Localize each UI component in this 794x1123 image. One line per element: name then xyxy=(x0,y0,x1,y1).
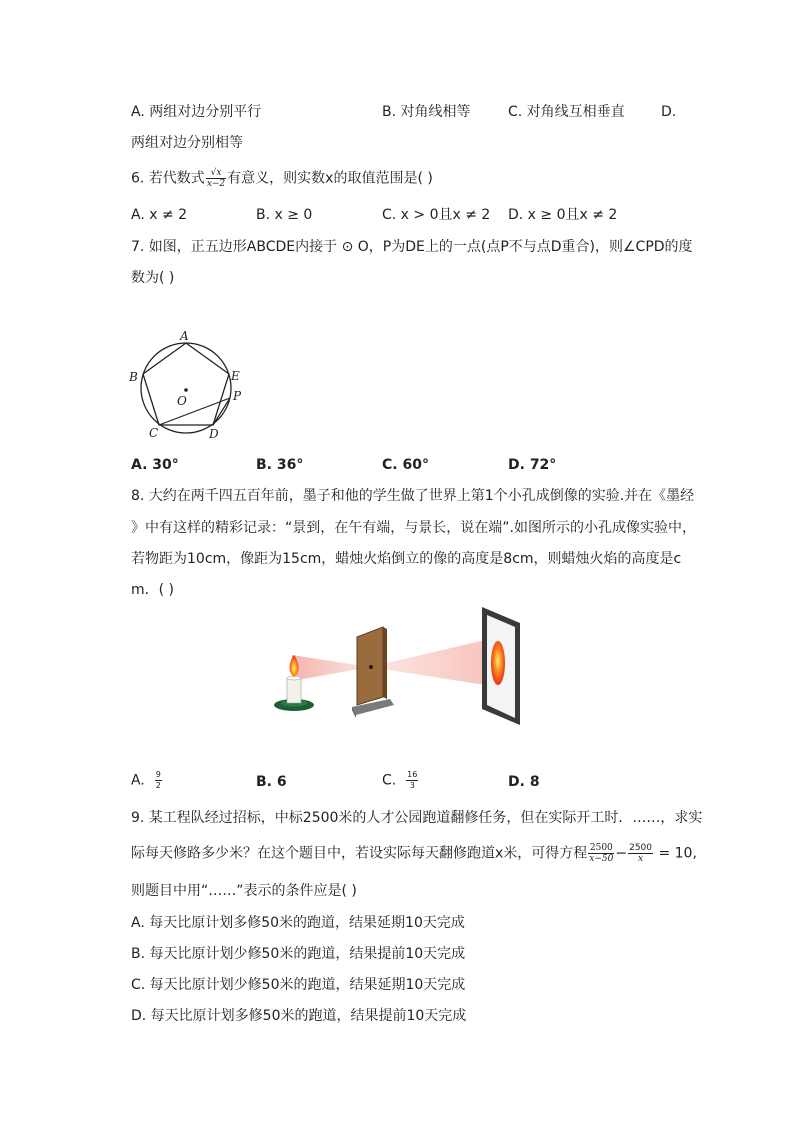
q6-frac-num: √x xyxy=(206,168,226,179)
q6-option-d: D. x ≥ 0且x ≠ 2 xyxy=(508,207,618,223)
q5-option-d-text: 两组对边分别相等 xyxy=(131,135,243,151)
q7-pentagon-figure xyxy=(125,330,250,442)
q9-option-b: B. 每天比原计划少修50米的跑道，结果提前10天完成 xyxy=(131,946,466,962)
q5-option-c: C. 对角线互相垂直 xyxy=(508,104,625,120)
q9-stem-line1: 9. 某工程队经过招标，中标2500米的人才公园跑道翻修任务，但在实际开工时．……，求实 xyxy=(131,810,703,826)
q8-option-c-frac xyxy=(406,770,418,791)
label-c: C xyxy=(149,426,159,440)
q9-eq-den2: x xyxy=(638,854,644,864)
pinhole xyxy=(369,665,373,669)
circle-o xyxy=(141,343,231,433)
q8-option-a-letter: A. xyxy=(131,772,145,789)
center-dot xyxy=(184,388,188,392)
q6-prefix: 6. 若代数式 xyxy=(131,170,205,187)
q9-eq-num1: 2500 xyxy=(589,843,613,853)
q9-eq-frac2 xyxy=(628,843,653,864)
q5-option-a: A. 两组对边分别平行 xyxy=(131,104,262,120)
q9-stem-line2 xyxy=(131,843,697,864)
q9-eq-rhs: = 10, xyxy=(658,845,697,862)
q8-option-a-frac xyxy=(155,770,162,791)
candle xyxy=(287,678,301,703)
q8-a-den: 2 xyxy=(155,781,161,790)
q9-eq-num2: 2500 xyxy=(629,843,653,853)
pinhole-camera-figure xyxy=(270,605,525,730)
q9-eq-den1: x−50 xyxy=(589,854,614,864)
q6-frac-den: x−2 xyxy=(206,179,226,189)
q7-option-b: B. 36° xyxy=(256,457,304,473)
q8-option-c xyxy=(382,770,419,791)
q5-option-d-letter: D. xyxy=(661,104,677,120)
q9-line2-prefix: 际每天修路多少米？在这个题目中，若设实际每天翻修跑道x米，可得方程 xyxy=(131,845,588,862)
q8-option-c-letter: C. xyxy=(382,772,397,789)
q6-fraction xyxy=(206,168,226,189)
q8-stem-line4: m．( ) xyxy=(131,582,175,598)
projected-image xyxy=(491,641,505,685)
label-a: A xyxy=(180,330,189,343)
q9-option-a: A. 每天比原计划多修50米的跑道，结果延期10天完成 xyxy=(131,915,465,931)
q6-option-c: C. x > 0且x ≠ 2 xyxy=(382,207,491,223)
q6-option-a: A. x ≠ 2 xyxy=(131,207,188,223)
q9-option-d: D. 每天比原计划多修50米的跑道，结果提前10天完成 xyxy=(131,1008,467,1024)
q9-option-c: C. 每天比原计划少修50米的跑道，结果延期10天完成 xyxy=(131,977,466,993)
q8-option-a xyxy=(131,770,163,791)
q7-option-d: D. 72° xyxy=(508,457,557,473)
q9-eq-frac1 xyxy=(588,843,614,864)
label-p: P xyxy=(233,389,242,403)
q7-option-a: A. 30° xyxy=(131,457,179,473)
q7-stem-line1: 7. 如图，正五边形ABCDE内接于 ⊙ O，P为DE上的一点(点P不与点D重合)，则∠CPD的度 xyxy=(131,239,693,255)
q8-stem-line2: 》中有这样的精彩记录：“景到，在午有端，与景长，说在端”.如图所示的小孔成像实验中， xyxy=(131,520,696,536)
q8-c-den: 3 xyxy=(409,781,415,790)
q7-stem-line2: 数为( ) xyxy=(131,270,175,286)
label-e: E xyxy=(231,369,240,383)
q5-option-b: B. 对角线相等 xyxy=(382,104,471,120)
q6-suffix: 有意义，则实数x的取值范围是( ) xyxy=(227,170,433,187)
q9-stem-line3: 则题目中用“……”表示的条件应是( ) xyxy=(131,883,357,899)
q8-stem-line1: 8. 大约在两千四五百年前，墨子和他的学生做了世界上第1个小孔成倒像的实验.并在《墨经 xyxy=(131,488,695,504)
label-o: O xyxy=(177,394,187,408)
label-d: D xyxy=(209,427,219,441)
q8-a-num: 9 xyxy=(155,770,161,779)
segment-pd xyxy=(213,398,230,425)
q9-eq-minus: − xyxy=(615,845,628,862)
q7-option-c: C. 60° xyxy=(382,457,429,473)
segment-cp xyxy=(159,398,230,425)
q8-c-num: 16 xyxy=(407,770,418,779)
q6-stem xyxy=(131,168,433,189)
q6-option-b: B. x ≥ 0 xyxy=(256,207,313,223)
label-b: B xyxy=(129,370,138,384)
q8-stem-line3: 若物距为10cm，像距为15cm，蜡烛火焰倒立的像的高度是8cm，则蜡烛火焰的高度是c xyxy=(131,551,682,567)
q8-option-b: B. 6 xyxy=(256,774,287,790)
q8-option-d: D. 8 xyxy=(508,774,540,790)
light-beam-right xyxy=(370,637,498,687)
